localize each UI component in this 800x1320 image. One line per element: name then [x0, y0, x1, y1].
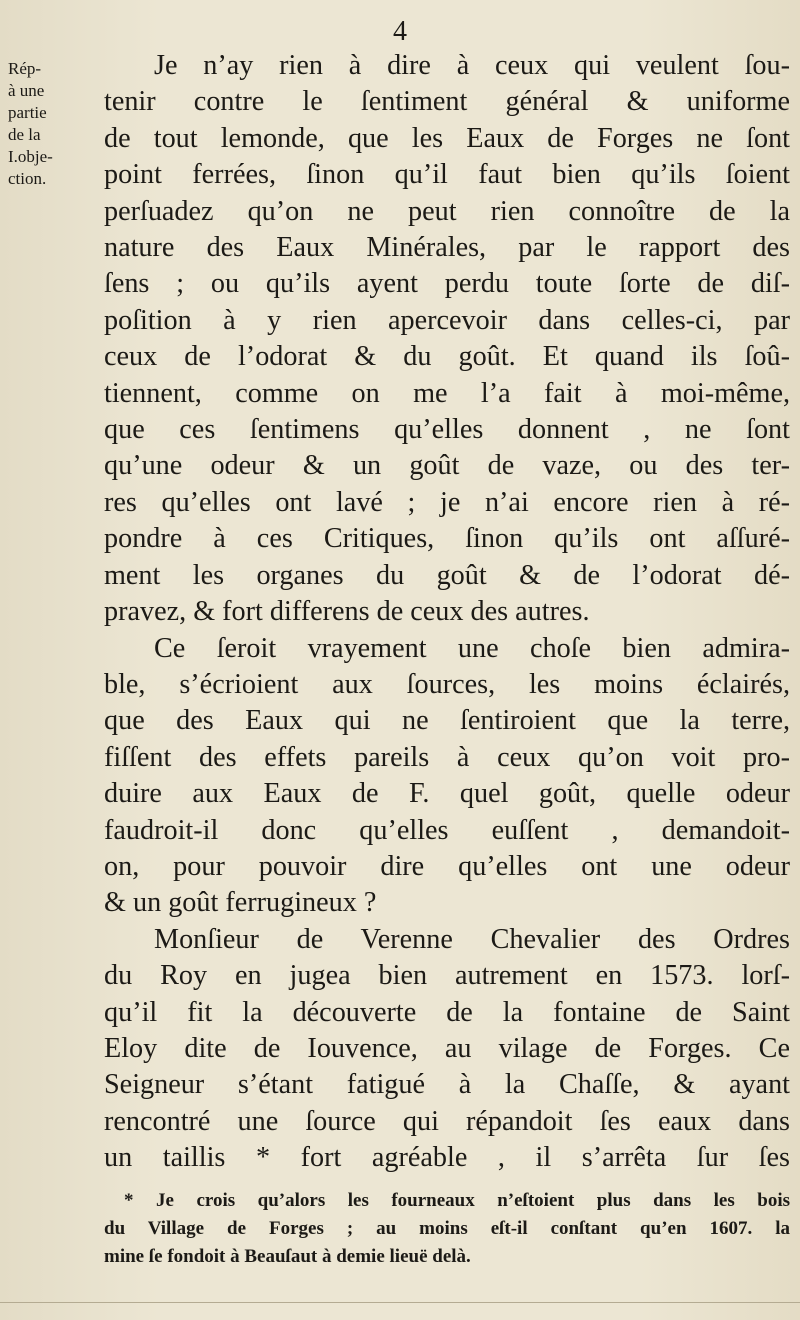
text-line: point ferrées, ſinon qu’il faut bien qu’ils ſoient [104, 159, 790, 191]
footnote-line: * Je crois qu’alors les fourneaux n’eſtoient plus dans les bois [124, 1190, 790, 1211]
text-line: de tout lemonde, que les Eaux de Forges ne ſont [104, 122, 790, 154]
margin-note-line: Rép- [8, 59, 42, 78]
text-line: rencontré une ſource qui répandoit ſes eaux dans [104, 1105, 790, 1137]
text-line: Seigneur s’étant fatigué à la Chaſſe, & ayant [104, 1069, 790, 1101]
page-bottom-edge [0, 1302, 800, 1303]
text-line: ble, s’écrioient aux ſources, les moins éclairés, [104, 668, 790, 700]
text-line: tiennent, comme on me l’a fait à moi-même, [104, 377, 790, 409]
text-line: nature des Eaux Minérales, par le rapport des [104, 232, 790, 264]
footnote-line: du Village de Forges ; au moins eſt-il conſtant qu’en 1607. la [104, 1218, 790, 1239]
footnote-line: mine ſe fondoit à Beauſaut à demie lieuë delà. [104, 1246, 471, 1267]
footnote [104, 1187, 790, 1271]
text-line: qu’une odeur & un goût de vaze, ou des ter- [104, 450, 790, 482]
text-line: que ces ſentimens qu’elles donnent , ne ſont [104, 414, 790, 446]
text-line: perſuadez qu’on ne peut rien connoître de la [104, 195, 790, 227]
text-line: Je n’ay rien à dire à ceux qui veulent ſou- [154, 50, 790, 81]
text-line: pravez, & fort differens de ceux des autres. [104, 596, 590, 628]
margin-note-line: I.obje- [8, 147, 53, 166]
text-line: Monſieur de Verenne Chevalier des Ordres [154, 923, 790, 955]
text-line: poſition à y rien apercevoir dans celles-ci, par [104, 304, 790, 336]
margin-note-line: ction. [8, 169, 47, 188]
text-line: Ce ſeroit vrayement une choſe bien admira- [154, 632, 790, 664]
text-line: que des Eaux qui ne ſentiroient que la terre, [104, 705, 790, 737]
text-line: pondre à ces Critiques, ſinon qu’ils ont aſſuré- [104, 523, 790, 555]
margin-note-line: de la [8, 125, 41, 144]
text-line: fiſſent des effets pareils à ceux qu’on voit pro- [104, 741, 790, 773]
page-number: 4 [393, 16, 407, 47]
text-line: qu’il fit la découverte de la fontaine de Saint [104, 996, 790, 1028]
text-line: res qu’elles ont lavé ; je n’ai encore rien à ré- [104, 486, 790, 518]
text-line: un taillis * fort agréable , il s’arrêta ſur ſes [104, 1142, 790, 1174]
text-line: on, pour pouvoir dire qu’elles ont une odeur [104, 850, 790, 882]
margin-note-line: à une [8, 81, 45, 100]
margin-note-line: partie [8, 103, 47, 122]
text-line: faudroit-il donc qu’elles euſſent , demandoit- [104, 814, 790, 846]
text-line: ſens ; ou qu’ils ayent perdu toute ſorte de diſ- [104, 268, 790, 300]
text-line: & un goût ferrugineux ? [104, 887, 377, 919]
text-line: tenir contre le ſentiment général & uniforme [104, 86, 790, 118]
text-line: Eloy dite de Iouvence, au vilage de Forges. Ce [104, 1032, 790, 1064]
text-line: duire aux Eaux de F. quel goût, quelle odeur [104, 778, 790, 810]
text-line: ceux de l’odorat & du goût. Et quand ils ſoû- [104, 341, 790, 373]
text-line: ment les organes du goût & de l’odorat dé- [104, 559, 790, 591]
margin-note [8, 58, 103, 190]
text-line: du Roy en jugea bien autrement en 1573. lorſ- [104, 960, 790, 992]
body-text [104, 48, 790, 1177]
